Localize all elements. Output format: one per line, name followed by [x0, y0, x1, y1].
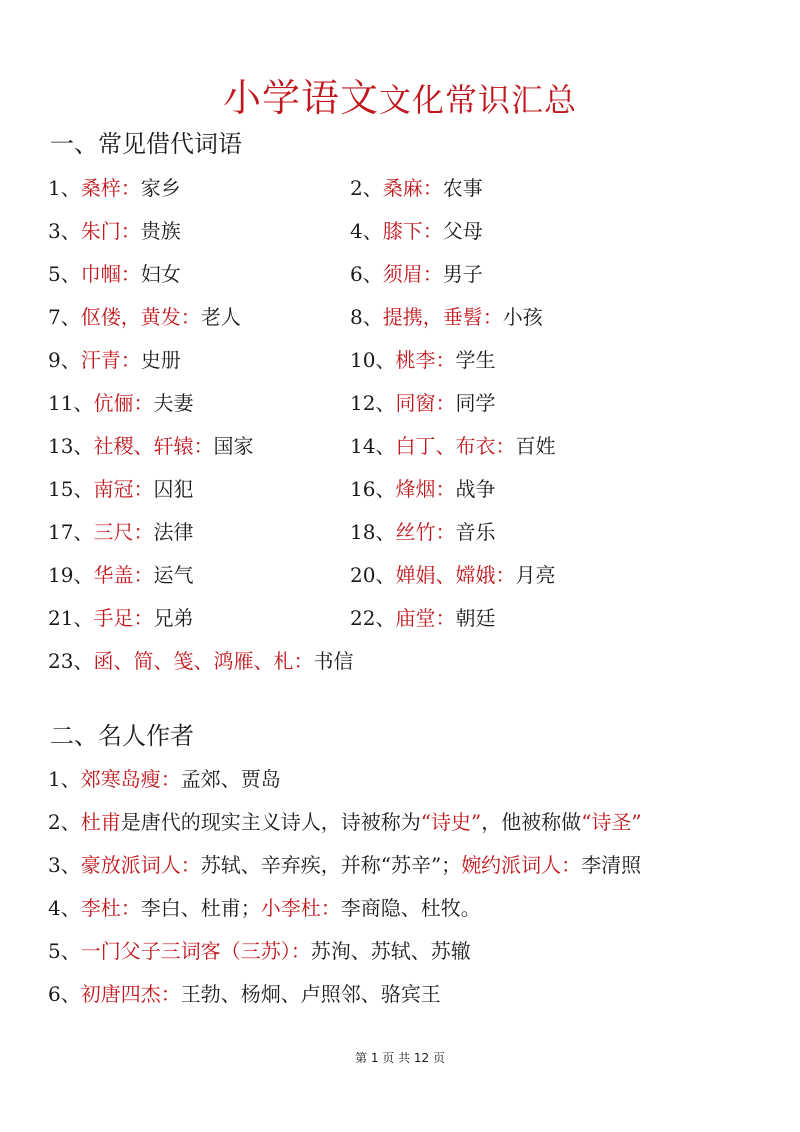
list-item: 4、李杜：李白、杜甫；小李杜：李商隐、杜牧。 — [48, 896, 481, 920]
list-item: 5、巾帼：妇女 — [48, 262, 181, 286]
list-item: 23、函、简、笺、鸿雁、札：书信 — [48, 649, 354, 673]
list-item: 7、伛偻，黄发：老人 — [48, 305, 241, 329]
page-title — [0, 72, 800, 126]
list-item: 3、朱门：贵族 — [48, 219, 181, 243]
title-part-1: 小学语文 — [222, 76, 379, 120]
section-1-heading: 一、常见借代词语 — [50, 130, 242, 158]
list-item: 14、白丁、布衣：百姓 — [350, 434, 556, 458]
list-item: 2、桑麻：农事 — [350, 176, 483, 200]
list-item: 5、一门父子三词客（三苏）：苏洵、苏轼、苏辙 — [48, 939, 471, 963]
list-item: 11、伉俪：夫妻 — [48, 391, 194, 415]
list-item: 1、郊寒岛瘦：孟郊、贾岛 — [48, 767, 281, 791]
list-item: 6、初唐四杰：王勃、杨炯、卢照邻、骆宾王 — [48, 982, 441, 1006]
list-item: 4、膝下：父母 — [350, 219, 483, 243]
title-part-2: 文化常识汇总 — [379, 81, 578, 119]
list-item: 10、桃李：学生 — [350, 348, 496, 372]
list-item: 19、华盖：运气 — [48, 563, 194, 587]
list-item: 16、烽烟：战争 — [350, 477, 496, 501]
list-item: 6、须眉：男子 — [350, 262, 483, 286]
list-item: 2、杜甫是唐代的现实主义诗人，诗被称为“诗史”，他被称做“诗圣” — [48, 810, 642, 834]
list-item: 20、婵娟、嫦娥：月亮 — [350, 563, 556, 587]
list-item: 13、社稷、轩辕：国家 — [48, 434, 254, 458]
page-footer: 第 1 页 共 12 页 — [355, 1051, 445, 1065]
list-item: 15、南冠：囚犯 — [48, 477, 194, 501]
list-item: 3、豪放派词人：苏轼、辛弃疾，并称“苏辛”；婉约派词人：李清照 — [48, 853, 642, 877]
list-item: 17、三尺：法律 — [48, 520, 194, 544]
list-item: 22、庙堂：朝廷 — [350, 606, 496, 630]
list-item: 21、手足：兄弟 — [48, 606, 194, 630]
list-item: 12、同窗：同学 — [350, 391, 496, 415]
section-2-heading: 二、名人作者 — [50, 722, 194, 750]
list-item: 8、提携，垂髫：小孩 — [350, 305, 543, 329]
list-item: 9、汗青：史册 — [48, 348, 181, 372]
list-item: 1、桑梓：家乡 — [48, 176, 181, 200]
list-item: 18、丝竹：音乐 — [350, 520, 496, 544]
